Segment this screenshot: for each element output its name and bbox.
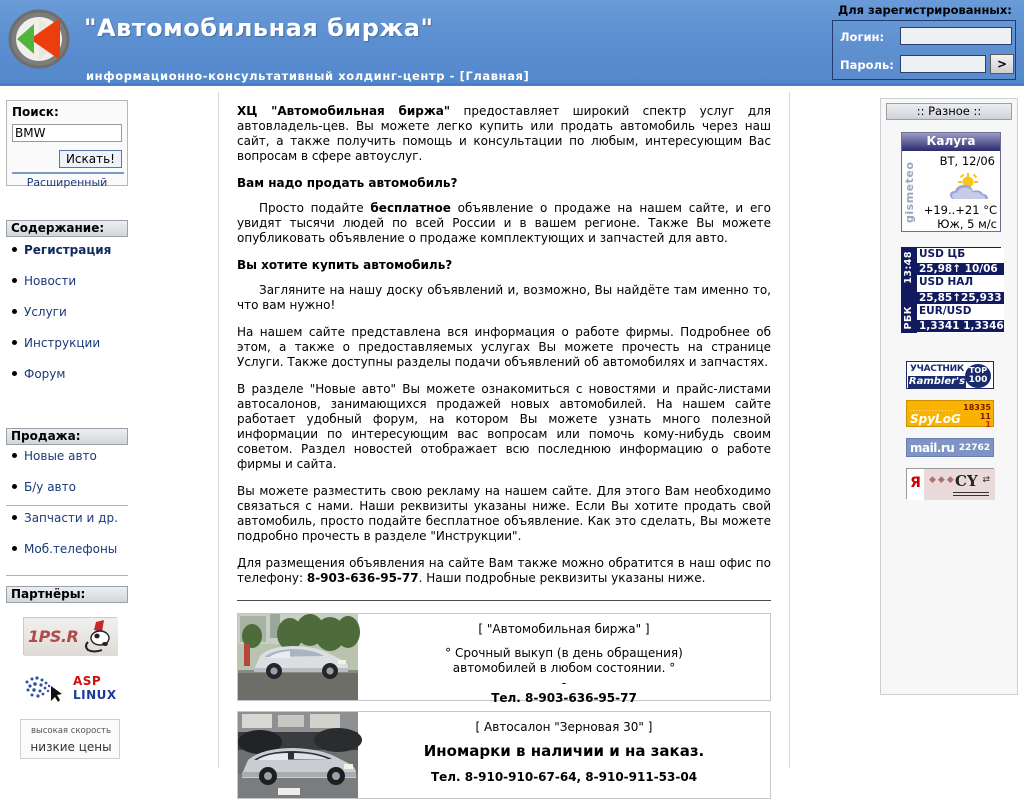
sell-text-b: объявление о продаже на нашем сайте, и его увидят тысячи людей по всей России и в вашем регионе. Также Вы можете опубликовать объявление о продаже комплектующих и запчастей для авто.	[237, 201, 771, 245]
rambler-badge-bottom: 100	[968, 375, 988, 385]
ad-phone: Тел. 8-903-636-95-77	[491, 691, 637, 705]
sidebar-item-label: Моб.телефоны	[24, 542, 118, 556]
sidebar-item-spare-parts[interactable]	[6, 510, 176, 541]
weather-date: ВТ, 12/06	[939, 154, 995, 168]
spylog-count-3: 1	[985, 420, 991, 429]
sales-heading: Продажа:	[6, 428, 128, 445]
ad-line1: ° Срочный выкуп (в день обращения)	[445, 646, 683, 660]
sidebar-item-label: Новости	[24, 274, 77, 288]
sell-text-a: Просто подайте	[259, 201, 371, 215]
right-sidebar-heading: :: Разное ::	[886, 103, 1012, 120]
sell-paragraph	[237, 201, 771, 246]
sidebar-item-news[interactable]	[6, 273, 176, 304]
login-submit-button[interactable]: >	[990, 54, 1014, 74]
office-text-a: Для размещения объявления на сайте Вам также можно обратится в наш офис по телефону:	[237, 556, 771, 585]
cow-mascot-icon	[74, 620, 114, 654]
mailru-brand: mail.ru	[910, 441, 955, 455]
refresh-icon: ⇄	[982, 475, 990, 485]
currency-sidebar	[902, 248, 917, 332]
currency-source: РБК	[903, 305, 914, 329]
currency-value: 25,98↑ 10/06	[917, 262, 1004, 276]
sidebar-item-instructions[interactable]	[6, 335, 176, 366]
sales-nav	[6, 448, 176, 572]
office-paragraph	[237, 556, 771, 586]
ad-line3: -	[561, 676, 567, 690]
info-paragraph: На нашем сайте представлена вся информация о работе фирмы. Подробнее об этом, а также о предоставляемых услугах Вы можете прочесть на странице Услуги. Также доступны разделы подачи объявлений об автомобилях и запчастях.	[237, 325, 771, 369]
currency-label: EUR/USD	[917, 305, 1004, 319]
partner-banner-hosting[interactable]	[20, 719, 120, 759]
weather-city: Калуга	[902, 133, 1000, 151]
office-text-b: . Наши подробные реквизиты указаны ниже.	[418, 571, 706, 585]
ad-phone: Тел. 8-910-910-67-64, 8-910-911-53-04	[430, 770, 698, 784]
ad-headline: Иномарки в наличии и на заказ.	[423, 742, 705, 760]
cy-line-1	[953, 492, 989, 493]
ad-body	[358, 712, 770, 798]
buy-paragraph: Загляните на нашу доску объявлений и, возможно, Вы найдёте там именно то, что вам нужно!	[237, 283, 771, 312]
newcars-paragraph: В разделе "Новые авто" Вы можете ознакомиться с новостями и прайс-листами автосалонов, занимающихся продажей новых автомобилей. На нашем сайте работает удобный форум, на котором Вы можете узнать много полезной информации по интересующим вас вопросам или помочь кому-нибудь своим советом. Раздел новостей отображает всю последнюю информацию о работе фирмы и сайта.	[237, 382, 771, 471]
intro-paragraph	[237, 104, 771, 164]
banner-mailru[interactable]	[906, 438, 994, 457]
ad-block[interactable]	[237, 613, 771, 705]
cy-line-2	[953, 495, 989, 496]
ad-line2: автомобилей в любом состоянии. °	[452, 661, 676, 675]
site-header	[0, 0, 1024, 86]
search-button-row	[12, 148, 122, 168]
currency-time: 13:48	[903, 251, 914, 284]
sidebar-item-label: Инструкции	[24, 336, 101, 350]
partner-label-bottom: LINUX	[73, 688, 117, 702]
ad-photo-showroom	[238, 712, 358, 798]
weather-temperature: +19..+21 °C	[923, 203, 997, 217]
weather-brand-label: gismeteo	[903, 161, 916, 223]
spylog-count-2: 11	[979, 412, 991, 421]
ad-block[interactable]	[237, 711, 771, 799]
sell-text-bold: бесплатное	[370, 201, 451, 215]
cy-pattern: ◆◆◆	[929, 475, 956, 485]
yandex-logo: Я	[907, 469, 924, 500]
rambler-line1: УЧАСТНИК	[910, 364, 964, 374]
sidebar-item-new-cars[interactable]	[6, 448, 176, 479]
banner-rambler-top100[interactable]	[906, 361, 994, 389]
sidebar-item-label: Регистрация	[24, 243, 112, 257]
cy-label: CY	[955, 472, 978, 490]
partner-label: 1PS.R	[28, 627, 79, 646]
page-subtitle: информационно-консультативный холдинг-центр - [Главная]	[86, 69, 530, 83]
search-heading: Поиск:	[12, 105, 59, 119]
sales-divider-2	[6, 575, 128, 576]
right-banners	[889, 361, 1011, 510]
content-divider	[237, 600, 771, 601]
weather-widget[interactable]	[901, 132, 1001, 232]
circle-triangles-logo-icon	[8, 8, 70, 70]
silver-bmw-sedan-photo	[238, 614, 358, 700]
page-title: "Автомобильная биржа"	[84, 14, 434, 42]
ad-photo-bmw	[238, 614, 358, 700]
partner-banners	[6, 617, 134, 771]
search-button[interactable]: Искать!	[59, 150, 122, 168]
partner-banner-asplinux[interactable]	[20, 667, 120, 707]
site-logo[interactable]	[8, 8, 70, 70]
login-section-title: Для зарегистрированных:	[838, 3, 1012, 17]
partner-banner-1ps[interactable]	[23, 617, 117, 655]
sidebar-item-label: Форум	[24, 367, 66, 381]
search-input[interactable]	[12, 124, 122, 142]
spylog-count-1: 18335	[963, 403, 991, 412]
partner-label-top: высокая скорость	[31, 726, 111, 736]
partner-label-bottom: низкие цены	[30, 740, 112, 754]
ad-title: [ Автосалон "Зерновая 30" ]	[475, 720, 653, 734]
password-input[interactable]	[900, 55, 986, 73]
intro-rest: предоставляет широкий спектр услуг для автовладель-цев. Вы можете легко купить или продать автомобиль через наш сайт, а также получить помощь и консультации по любым, интересующим Вас вопросам в сфере автоуслуг.	[237, 104, 771, 163]
sidebar-item-services[interactable]	[6, 304, 176, 335]
banner-yandex-cy[interactable]	[906, 468, 994, 499]
right-sidebar	[880, 98, 1018, 695]
search-panel	[6, 100, 128, 189]
sidebar-item-label: Новые авто	[24, 449, 97, 463]
left-sidebar	[0, 92, 195, 768]
sales-divider-1	[6, 505, 128, 506]
buy-heading: Вы хотите купить автомобиль?	[237, 258, 453, 272]
currency-widget[interactable]	[901, 247, 1004, 333]
search-divider	[12, 172, 124, 174]
rambler-line2: Rambler's	[908, 376, 966, 387]
mailru-count: 22762	[958, 443, 990, 453]
weather-wind: Юж, 5 м/с	[937, 217, 997, 231]
sidebar-item-label: Б/у авто	[24, 480, 76, 494]
rambler-badge-top: TOP	[968, 366, 988, 375]
contents-nav	[6, 242, 176, 397]
sidebar-item-registration[interactable]	[6, 242, 176, 273]
ad-body	[358, 614, 770, 705]
password-field-label: Пароль:	[840, 58, 894, 72]
advertising-paragraph: Вы можете разместить свою рекламу на нашем сайте. Для этого Вам необходимо связаться с нами. Наши реквизиты указаны ниже. Если Вы хотите продать свой автомобиль, просто подайте бесплатное объявление. Как это сделать, Вы можете подробно прочесть в разделе "Инструкции".	[237, 484, 771, 543]
sidebar-item-forum[interactable]	[6, 366, 176, 397]
banner-spylog[interactable]	[906, 400, 994, 427]
currency-value: 25,85↑25,933	[917, 291, 1004, 305]
currency-value: 1,3341 1,3346	[919, 319, 1004, 332]
spylog-brand: SpyLoG	[910, 412, 961, 426]
login-input[interactable]	[900, 27, 1012, 45]
sun-behind-cloud-icon	[946, 173, 992, 201]
sidebar-item-mobile-phones[interactable]	[6, 541, 176, 572]
sidebar-item-label: Запчасти и др.	[24, 511, 118, 525]
rambler-top100-badge	[965, 364, 991, 388]
currency-label: USD ЦБ	[917, 248, 1004, 262]
currency-label: USD НАЛ	[917, 276, 1004, 290]
currency-rows	[917, 248, 1004, 332]
ad-title: [ "Автомобильная биржа" ]	[478, 622, 650, 636]
sidebar-item-label: Услуги	[24, 305, 67, 319]
login-field-label: Логин:	[840, 30, 885, 44]
dots-swoosh-icon	[23, 674, 69, 704]
spylog-dots: ..............	[909, 405, 955, 413]
partner-label-top: ASP	[73, 674, 102, 688]
intro-bold: ХЦ "Автомобильная биржа"	[237, 104, 451, 118]
sell-heading: Вам надо продать автомобиль?	[237, 176, 458, 190]
silver-sedan-showroom-photo	[238, 712, 358, 798]
contents-heading: Содержание:	[6, 220, 128, 237]
partners-heading: Партнёры:	[6, 586, 128, 603]
main-content	[218, 92, 790, 784]
office-phone: 8-903-636-95-77	[306, 571, 419, 585]
advanced-search-link[interactable]: Расширенный	[26, 176, 108, 189]
